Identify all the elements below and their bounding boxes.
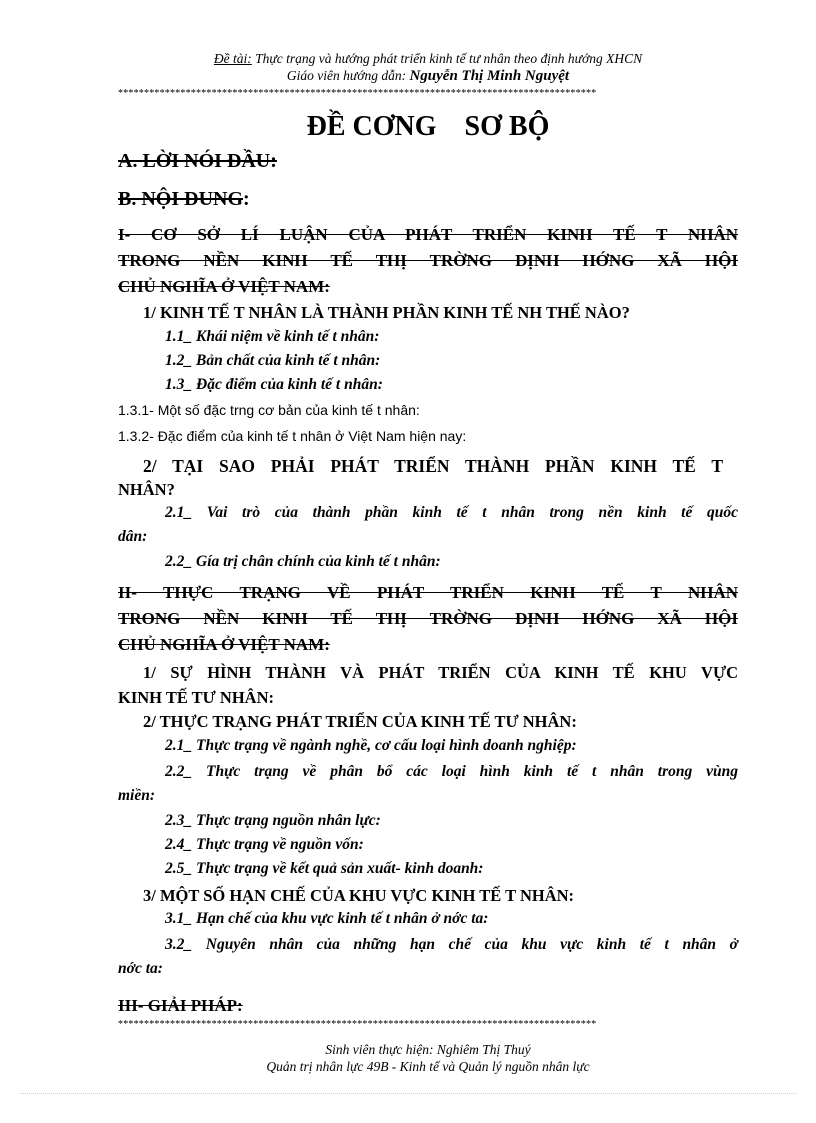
part-1-heading-line1: I- CƠ SỞ LÍ LUẬN CỦA PHÁT TRIỂN KINH TẾ T NHÂN (118, 225, 738, 244)
part-1-heading-line2: TRONG NỀN KINH TẾ THỊ TRỜNG ĐỊNH HỚNG XÃ HỘI (118, 251, 738, 270)
part-1-heading-line3: CHỦ NGHĨA Ở VIỆT NAM: (118, 277, 330, 296)
item-2-2: 2.2_ Gía trị chân chính của kinh tế t nhân: (165, 553, 441, 570)
item-2-2-3: 2.3_ Thực trạng nguồn nhân lực: (165, 812, 381, 829)
part-3-heading: III- GIẢI PHÁP: (118, 996, 243, 1015)
item-1-1: 1.1_ Khái niệm về kinh tế t nhân: (165, 328, 380, 345)
page-bottom-divider (20, 1093, 796, 1094)
header-topic-label: Đề tài: (213, 51, 252, 66)
footer-student: Sinh viên thực hiện: Nghiêm Thị Thuý (325, 1042, 531, 1057)
header-topic-text: Thực trạng và hướng phát triển kinh tế tư nhân theo định hướng XHCN (251, 51, 643, 66)
header-advisor-name: Nguyễn Thị Minh Nguyệt (409, 68, 570, 84)
header-advisor (118, 67, 738, 85)
footer-separator: ******************************************************************************************** (118, 1020, 597, 1030)
header-separator: ******************************************************************************************** (118, 89, 597, 99)
heading-2-2: 2/ THỰC TRẠNG PHÁT TRIỂN CỦA KINH TẾ TƯ NHÂN: (143, 712, 577, 731)
heading-1-2-line2: NHÂN? (118, 480, 175, 499)
paragraph-1-3-2: 1.3.2- Đặc điểm của kinh tế t nhân ở Việt Nam hiện nay: (118, 428, 467, 444)
item-2-2-2-line2: miền: (118, 787, 156, 804)
paragraph-1-3-1: 1.3.1- Một số đặc trng cơ bản của kinh tế t nhân: (118, 402, 420, 418)
item-2-2-2-line1: 2.2_ Thực trạng về phân bổ các loại hình kinh tế t nhân trong vùng (165, 763, 738, 780)
footer-class: Quản trị nhân lực 49B - Kinh tế và Quản lý nguồn nhân lực (266, 1059, 590, 1074)
header-topic (118, 50, 738, 67)
item-2-1-line1: 2.1_ Vai trò của thành phần kinh tế t nhân trong nền kinh tế quốc (165, 504, 738, 521)
item-2-2-1: 2.1_ Thực trạng về ngành nghề, cơ cấu loại hình doanh nghiệp: (165, 737, 577, 754)
item-2-3-2-line2: nớc ta: (118, 960, 163, 977)
part-2-heading-line3: CHỦ NGHĨA Ở VIỆT NAM: (118, 635, 330, 654)
part-2-heading-line1: II- THỰC TRẠNG VỀ PHÁT TRIỂN KINH TẾ T NHÂN (118, 583, 738, 602)
heading-2-3: 3/ MỘT SỐ HẠN CHẾ CỦA KHU VỰC KINH TẾ T NHÂN: (143, 886, 575, 905)
item-2-2-4: 2.4_ Thực trạng về nguồn vốn: (165, 836, 364, 853)
item-2-2-5: 2.5_ Thực trạng về kết quả sản xuất- kinh doanh: (165, 860, 484, 877)
item-2-1-line2: dân: (118, 528, 148, 545)
section-b-heading: B. NỘI DUNG: (118, 188, 250, 210)
heading-1-2-line1: 2/ TẠI SAO PHẢI PHÁT TRIỂN THÀNH PHẦN KINH TẾ T (143, 456, 723, 476)
part-2-heading-line2: TRONG NỀN KINH TẾ THỊ TRỜNG ĐỊNH HỚNG XÃ HỘI (118, 609, 738, 628)
heading-2-1-line2: KINH TẾ TƯ NHÂN: (118, 688, 275, 707)
header-advisor-label: Giáo viên hướng dẫn: (286, 68, 410, 83)
item-2-3-1: 3.1_ Hạn chế của khu vực kinh tế t nhân ở nớc ta: (165, 910, 489, 927)
item-1-3: 1.3_ Đặc điểm của kinh tế t nhân: (165, 376, 383, 393)
item-2-3-2-line1: 3.2_ Nguyên nhân của những hạn chế của khu vực kinh tế t nhân ở (165, 936, 738, 953)
heading-1-1: 1/ KINH TẾ T NHÂN LÀ THÀNH PHẦN KINH TẾ NH THẾ NÀO? (143, 303, 630, 322)
page-title: ĐỀ CƠNG SƠ BỘ (306, 111, 550, 142)
heading-2-1-line1: 1/ SỰ HÌNH THÀNH VÀ PHÁT TRIỂN CỦA KINH TẾ KHU VỰC (143, 663, 738, 682)
section-a-heading: A. LỜI NÓI ĐẦU: (118, 150, 277, 172)
item-1-2: 1.2_ Bản chất của kinh tế t nhân: (165, 352, 381, 369)
